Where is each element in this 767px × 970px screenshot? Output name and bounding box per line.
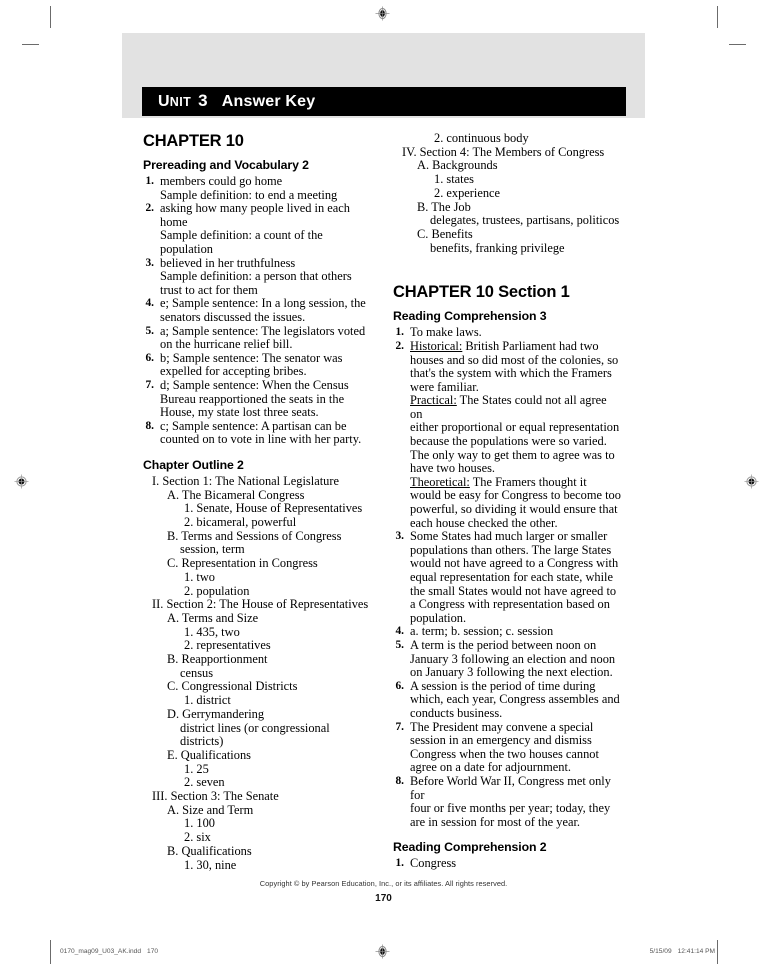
answer-line: Congress	[410, 856, 457, 871]
outline-entry: A. The Bicameral Congress	[167, 487, 305, 502]
outline-entry: E. Qualifications	[167, 747, 251, 762]
answer-line: d; Sample sentence: When the Census	[160, 377, 349, 392]
answer-line: The only way to get them to agree was to	[410, 447, 615, 462]
slug-page-number: 170	[147, 948, 159, 955]
answer-line: session in an emergency and dismiss	[410, 733, 592, 748]
answer-line: population	[160, 241, 213, 256]
outline-entry: district lines (or congressional districts)	[180, 720, 330, 749]
answer-number: 8.	[395, 774, 404, 787]
outline-entry: 1. 435, two	[184, 624, 240, 639]
prereading-answer-list	[143, 175, 371, 447]
answer-number: 1.	[395, 326, 404, 339]
answer-item	[143, 175, 371, 202]
answer-item	[393, 857, 621, 871]
answer-line: senators discussed the issues.	[160, 309, 306, 324]
answer-line: would be easy for Congress to become too	[410, 488, 621, 503]
chapter-outline-section	[143, 458, 371, 872]
reading-comprehension-2-section	[393, 840, 621, 871]
answer-line: conducts business.	[410, 705, 503, 720]
outline-entry: 1. 100	[184, 816, 215, 831]
answer-number: 6.	[145, 351, 154, 364]
outline-entry: 2. population	[184, 583, 250, 598]
outline-entry: B. Reapportionment	[167, 652, 268, 667]
outline-entry: IV. Section 4: The Members of Congress	[402, 144, 605, 159]
outline-entry: II. Section 2: The House of Representatives	[152, 597, 369, 612]
page-number: 170	[375, 893, 392, 904]
answer-number: 3.	[145, 256, 154, 269]
answer-line: would not have agreed to a Congress with	[410, 556, 619, 571]
outline-entry: delegates, trustees, partisans, politicos	[430, 213, 620, 228]
answer-line: A term is the period between noon on	[410, 637, 597, 652]
answer-line: expelled for accepting bribes.	[160, 364, 307, 379]
answer-item	[393, 680, 621, 721]
reading-comprehension-3-subhead: Reading Comprehension 3	[393, 309, 547, 324]
crop-mark-bottom-left	[50, 940, 51, 964]
reading-comprehension-2-subhead: Reading Comprehension 2	[393, 840, 547, 855]
answer-line: asking how many people lived in each	[160, 201, 350, 216]
unit-word-first-letter: U	[158, 93, 170, 110]
outline-entry: 2. representatives	[184, 638, 271, 653]
slug-date: 5/15/09	[649, 948, 672, 955]
unit-word-rest: NIT	[169, 95, 192, 109]
outline-entry: 2. continuous body	[434, 131, 529, 145]
reading-comprehension-2-list	[393, 857, 621, 871]
answer-line: populations than others. The large States	[410, 542, 612, 557]
answer-item	[143, 257, 371, 298]
answer-line: either proportional or equal representation	[410, 420, 620, 435]
outline-entry: 1. 25	[184, 761, 209, 776]
answer-item	[393, 530, 621, 625]
answer-item	[143, 202, 371, 256]
registration-target-icon	[375, 944, 390, 959]
outline-entry: B. The Job	[417, 199, 471, 214]
crop-mark-right-edge	[729, 44, 746, 45]
registration-target-icon	[744, 474, 759, 489]
answer-line: counted on to vote in line with her party.	[160, 432, 362, 447]
outline-entry: C. Benefits	[417, 226, 473, 241]
answer-number: 5.	[395, 638, 404, 651]
answer-line: House, my state lost three seats.	[160, 405, 319, 420]
answer-line: members could go home	[160, 174, 283, 188]
answer-item	[143, 297, 371, 324]
outline-entry: C. Representation in Congress	[167, 556, 318, 571]
answer-number: 5.	[145, 324, 154, 337]
answer-item	[393, 625, 621, 639]
outline-entry: benefits, franking privilege	[430, 240, 565, 255]
outline-entry: 1. Senate, House of Representatives	[184, 501, 363, 516]
answer-line: Bureau reapportioned the seats in the	[160, 391, 345, 406]
chapter-outline-subhead: Chapter Outline 2	[143, 457, 244, 472]
answer-number: 4.	[395, 625, 404, 638]
registration-target-icon	[375, 6, 390, 21]
answer-line: b; Sample sentence: The senator was	[160, 350, 343, 365]
answer-line: Historical: British Parliament had two	[410, 338, 599, 353]
answer-line: four or five months per year; today, they	[410, 801, 611, 816]
answer-line-label: Practical:	[410, 393, 457, 408]
outline-entry: 1. district	[184, 693, 231, 708]
answer-line: equal representation for each state, while	[410, 570, 613, 585]
answer-line: A session is the period of time during	[410, 678, 596, 693]
answer-line: To make laws.	[410, 325, 482, 340]
answer-item	[393, 721, 621, 775]
answer-line: e; Sample sentence: In a long session, the	[160, 296, 366, 311]
answer-line: believed in her truthfulness	[160, 255, 296, 270]
answer-item	[143, 352, 371, 379]
answer-number: 2.	[395, 339, 404, 352]
crop-mark-left-edge	[22, 44, 39, 45]
outline-entry: C. Congressional Districts	[167, 679, 298, 694]
crop-mark-top-left	[50, 6, 51, 28]
chapter-heading-left: CHAPTER 10	[143, 132, 244, 150]
reading-comprehension-3-list	[393, 326, 621, 829]
answer-line: January 3 following an election and noon	[410, 651, 616, 666]
answer-line: population.	[410, 610, 467, 625]
unit-banner-title	[158, 91, 315, 111]
answer-line: trust to act for them	[160, 282, 258, 297]
answer-number: 8.	[145, 419, 154, 432]
answer-number: 2.	[145, 202, 154, 215]
answer-line: Some States had much larger or smaller	[410, 529, 608, 544]
answer-line-label: Theoretical:	[410, 474, 470, 489]
answer-number: 3.	[395, 530, 404, 543]
chapter-outline-list-continued	[393, 132, 621, 255]
answer-line: powerful, so dividing it would ensure that	[410, 502, 618, 517]
crop-mark-top-right	[717, 6, 718, 28]
outline-entry: 2. six	[184, 830, 211, 845]
outline-entry: B. Terms and Sessions of Congress	[167, 528, 342, 543]
answer-line: were familiar.	[410, 379, 479, 394]
unit-banner-bar	[142, 87, 626, 116]
answer-line: Sample definition: to end a meeting	[160, 187, 338, 202]
answer-line: houses and so did most of the colonies, so	[410, 352, 619, 367]
answer-item	[393, 340, 621, 530]
answer-line: on January 3 following the next election.	[410, 665, 613, 680]
answer-line: The President may convene a special	[410, 719, 594, 734]
answer-line: a. term; b. session; c. session	[410, 624, 554, 639]
answer-item	[393, 775, 621, 829]
outline-entry: B. Qualifications	[167, 843, 252, 858]
answer-key-label: Answer Key	[221, 93, 316, 110]
outline-entry: 2. bicameral, powerful	[184, 514, 297, 529]
outline-entry: A. Size and Term	[167, 802, 254, 817]
answer-item	[143, 420, 371, 447]
answer-line: that's the system with which the Framers	[410, 366, 612, 381]
outline-entry: 1. two	[184, 569, 215, 584]
outline-entry: 1. states	[434, 172, 474, 187]
copyright-notice: Copyright © by Pearson Education, Inc., or its affiliates. All rights reserved.	[259, 879, 508, 888]
answer-item	[393, 326, 621, 340]
answer-line: home	[160, 214, 188, 229]
answer-number: 7.	[395, 720, 404, 733]
outline-entry: census	[180, 665, 214, 680]
answer-number: 4.	[145, 297, 154, 310]
slug-time: 12:41:14 PM	[677, 948, 715, 955]
answer-line: a Congress with representation based on	[410, 597, 610, 612]
chapter-outline-list	[143, 475, 371, 872]
answer-number: 1.	[395, 857, 404, 870]
answer-line: agree on a date for adjournment.	[410, 760, 572, 775]
slug-file-name: 0170_mag09_U03_AK.indd	[60, 948, 142, 955]
answer-line: each house checked the other.	[410, 515, 558, 530]
chapter-outline-continued	[393, 132, 621, 255]
prereading-vocabulary-section	[143, 158, 371, 447]
registration-target-icon	[14, 474, 29, 489]
outline-entry: I. Section 1: The National Legislature	[152, 473, 339, 488]
answer-item	[143, 379, 371, 420]
answer-line: because the populations were so varied.	[410, 434, 607, 449]
answer-line: Theoretical: The Framers thought it	[410, 474, 587, 489]
outline-entry: 2. experience	[434, 185, 501, 200]
answer-line: Congress when the two houses cannot	[410, 746, 599, 761]
answer-number: 1.	[145, 175, 154, 187]
answer-line: are in session for most of the year.	[410, 814, 580, 829]
crop-mark-bottom-right	[717, 940, 718, 964]
answer-line: Practical: The States could not all agree on	[410, 393, 607, 421]
outline-entry: 2. seven	[184, 775, 225, 790]
outline-entry: D. Gerrymandering	[167, 706, 265, 721]
answer-line-label: Historical:	[410, 338, 463, 353]
chapter-heading-right: CHAPTER 10 Section 1	[393, 283, 570, 302]
print-slug-timestamp	[650, 948, 715, 955]
reading-comprehension-3-section	[393, 309, 621, 829]
answer-item	[393, 639, 621, 680]
print-slug-filename	[60, 948, 158, 955]
left-column	[143, 132, 371, 883]
answer-line: a; Sample sentence: The legislators voted	[160, 323, 366, 338]
outline-entry: A. Backgrounds	[417, 158, 498, 173]
outline-entry: A. Terms and Size	[167, 610, 259, 625]
answer-line: have two houses.	[410, 461, 495, 476]
answer-line: Sample definition: a count of the	[160, 228, 323, 243]
unit-number: 3	[198, 91, 208, 110]
answer-number: 7.	[145, 378, 154, 391]
section-spacer	[393, 266, 621, 283]
answer-line: Before World War II, Congress met only for	[410, 773, 611, 802]
answer-number: 6.	[395, 679, 404, 692]
answer-item	[143, 325, 371, 352]
outline-entry: session, term	[180, 542, 245, 557]
prereading-vocabulary-subhead: Prereading and Vocabulary 2	[143, 158, 309, 172]
right-column	[393, 132, 621, 880]
answer-line: which, each year, Congress assembles and	[410, 692, 620, 707]
outline-entry: 1. 30, nine	[184, 857, 237, 872]
answer-line: on the hurricane relief bill.	[160, 337, 293, 352]
answer-line: Sample definition: a person that others	[160, 269, 352, 284]
answer-line: c; Sample sentence: A partisan can be	[160, 418, 347, 433]
answer-line: the small States would not have agreed to	[410, 583, 617, 598]
outline-entry: III. Section 3: The Senate	[152, 789, 279, 804]
